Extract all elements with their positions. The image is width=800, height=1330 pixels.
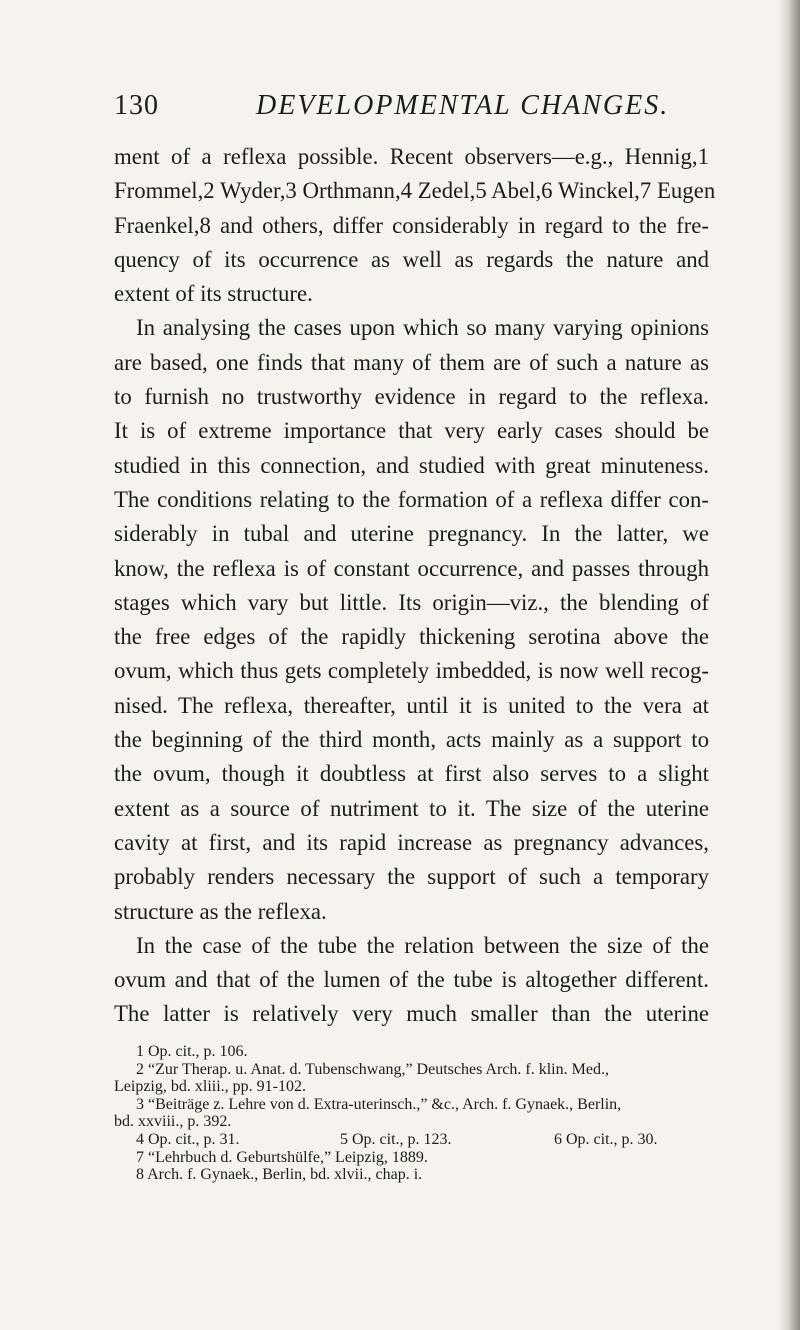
text-line: The conditions relating to the formation of a reflexa differ con- [114,486,709,512]
text-line: are based, one finds that many of them are of such a nature as [114,349,709,375]
footnote-row-4-5-6 [114,1131,714,1149]
text-line: In analysing the cases upon which so many varying opinions [136,315,709,341]
footnote-2: 2 “Zur Therap. u. Anat. d. Tubenschwang,” Deutsches Arch. f. klin. Med., [136,1060,609,1078]
footnote-5: 5 Op. cit., p. 123. [340,1130,452,1148]
running-title: DEVELOPMENTAL CHANGES. [256,90,670,121]
text-line: It is of extreme importance that very early cases should be [114,418,709,444]
text-line: siderably in tubal and uterine pregnancy. In the latter, we [114,521,709,547]
text-line: probably renders necessary the support of such a temporary [114,864,709,890]
text-line: In the case of the tube the relation between the size of the [136,932,709,958]
text-line: structure as the reflexa. [114,898,327,924]
body-text [114,140,716,1032]
text-line: extent of its structure. [114,281,313,307]
text-line: ovum, which thus gets completely imbedded, is now well recog- [114,658,709,684]
page-number: 130 [114,90,159,121]
text-line: extent as a source of nutriment to it. The size of the uterine [114,795,709,821]
footnote-3-continued: bd. xxviii., p. 392. [114,1113,232,1131]
text-line: nised. The reflexa, thereafter, until it is united to the vera at [114,692,709,718]
text-line: the free edges of the rapidly thickening serotina above the [114,624,709,650]
footnote-7: 7 “Lehrbuch d. Geburtshülfe,” Leipzig, 1889. [136,1148,428,1166]
footnote-1: 1 Op. cit., p. 106. [136,1043,248,1060]
text-line: the ovum, though it doubtless at first also serves to a slight [114,761,709,787]
footnote-8: 8 Arch. f. Gynaek., Berlin, bd. xlvii., chap. i. [136,1166,423,1184]
text-line: know, the reflexa is of constant occurrence, and passes through [114,555,709,581]
text-line: ovum and that of the lumen of the tube is altogether different. [114,967,709,993]
text-line: The latter is relatively very much smaller than the uterine [114,1001,709,1027]
footnote-6: 6 Op. cit., p. 30. [554,1130,658,1148]
text-line: studied in this connection, and studied with great minuteness. [114,452,709,478]
text-line: to furnish no trustworthy evidence in regard to the reflexa. [114,384,709,410]
page-header [114,90,714,130]
footnote-2-continued: Leipzig, bd. xliii., pp. 91-102. [114,1078,306,1096]
text-line: ment of a reflexa possible. Recent observers—e.g., Hennig,1 [114,144,709,169]
text-line: Fraenkel,8 and others, differ considerably in regard to the fre- [114,212,709,238]
text-line: Frommel,2 Wyder,3 Orthmann,4 Zedel,5 Abel,6 Winckel,7 Eugen [114,178,716,204]
text-line: the beginning of the third month, acts mainly as a support to [114,727,709,753]
footnotes [114,1043,714,1184]
page-edge-shadow [778,0,800,1330]
text-line: cavity at first, and its rapid increase as pregnancy advances, [114,829,709,855]
text-line: quency of its occurrence as well as regards the nature and [114,246,709,272]
footnote-3: 3 “Beiträge z. Lehre von d. Extra-uterinsch.,” &c., Arch. f. Gynaek., Berlin, [136,1095,622,1113]
footnote-4: 4 Op. cit., p. 31. [136,1130,240,1148]
text-line: stages which vary but little. Its origin—viz., the blending of [114,589,709,615]
